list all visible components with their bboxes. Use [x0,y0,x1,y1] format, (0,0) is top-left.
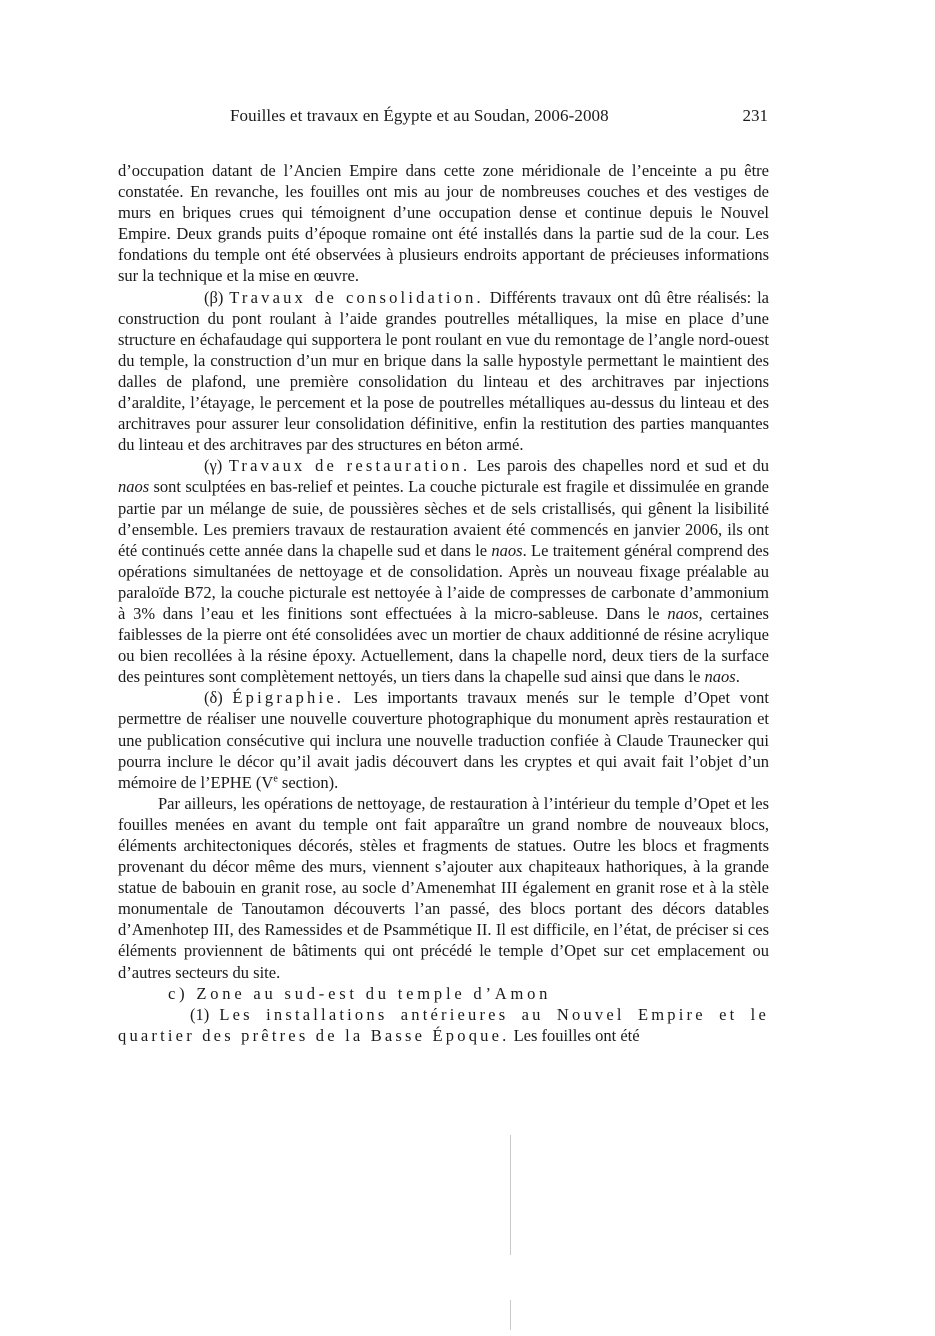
naos-term: naos [704,667,736,687]
naos-term: naos [667,603,699,623]
epigraphie-end: section). [277,772,339,792]
epigraphie-text: Les importants travaux menés sur le temple d’Opet vont permettre de réaliser une nouvelle couverture photographique du monument après restauration et une publication consécutive qui inclura une nouvelle traduction confiée à Claude Traunecker qui pourra inclure le décor qu’il avait jadis découvert dans les cryptes et qui avait fait l’objet d’un mémoire de l’EPHE (V [118,688,770,792]
restauration-text-5: . [735,667,740,687]
naos-term: naos [118,477,150,497]
paragraph-consolidation [118,287,769,456]
restauration-heading: Travaux de restauration. [228,456,471,476]
scan-artifact-line [510,1300,511,1330]
installations-heading: Les installations antérieures au Nouvel Empire et le quartier des prêtres de la Basse Époque. [118,1004,769,1045]
paragraph-installations [118,1004,769,1046]
naos-term: naos [491,540,523,560]
section-heading-c: c) Zone au sud-est du temple d’Amon [168,983,552,1003]
sub1-label: (1) [190,1004,210,1024]
installations-text: Les fouilles ont été [509,1025,640,1045]
paragraph-intro: d’occupation datant de l’Ancien Empire dans cette zone méridionale de l’enceinte a pu être constatée. En revanche, les fouilles ont mis au jour de nombreuses couches et des vestiges de murs en briques crues qui témoignent d’une occupation dense et continue depuis le Nouvel Empire. Deux grands puits d’époque romaine ont été installés dans la partie sud de la cour. Les fondations du temple ont été observées à plusieurs endroits apportant de précieuses informations sur la technique et la mise en œuvre. [118,161,769,286]
restauration-text-1: Les parois des chapelles nord et sud et du [470,456,769,476]
restauration-text-2: sont sculptées en bas-relief et peintes. La couche picturale est fragile et dissimulée en grande partie par un mélange de suie, de poussières sèches et de sels cristallisés, qui gênent la lisibilité d’ensemble. Les premiers travaux de restauration avaient été commencés en janvier 2006, ils ont été continués cette année dans la chapelle sud et dans le [118,477,769,560]
restauration-text-4: , certaines faiblesses de la pierre ont été consolidées avec un mortier de chaux additionné de résine acrylique ou bien recollées à la résine époxy. Actuellement, dans la chapelle nord, deux tiers de la surface des peintures sont complètement nettoyés, un tiers dans la chapelle sud ainsi que dans le [118,603,769,687]
paragraph-restauration [118,455,769,687]
epigraphie-heading: Épigraphie. [232,688,345,708]
consolidation-heading: Travaux de consolidation. [229,287,484,307]
gamma-label: (γ) [204,456,223,476]
scan-artifact-line [510,1135,511,1255]
page-number: 231 [742,106,768,125]
delta-label: (δ) [204,688,223,708]
section-superscript: e [273,773,278,785]
running-title: Fouilles et travaux en Égypte et au Soudan, 2006-2008 [230,106,609,125]
paragraph-blocs: Par ailleurs, les opérations de nettoyage, de restauration à l’intérieur du temple d’Opet et les fouilles menées en avant du temple ont fait apparaître un grand nombre de nouveaux blocs, éléments architectoniques décorés, stèles et fragments de statues. Outre les blocs et fragments provenant du décor même des murs, viennent s’ajouter aux chapiteaux hathoriques, à la grande statue de babouin en granit rose, au socle d’Amenemhat III également en granit rose et à la stèle monumentale de Tanoutamon découverts l’an passé, des blocs portant des décors datables d’Amenhotep III, des Ramessides et de Psammétique II. Il est difficile, en l’état, de préciser si ces éléments proviennent de bâtiments qui ont précédé le temple d’Opet sur cet emplacement ou d’autres secteurs du site. [118,793,769,982]
beta-label: (β) [204,287,224,307]
restauration-text-3: . Le traitement général comprend des opérations simultanées de nettoyage et de consolidation. Après un nouveau fixage préalable au paraloïde B72, la couche picturale est nettoyée à l’aide de compresses de carbonate d’ammonium à 3% dans l’eau et les finitions sont effectuées à la micro-sableuse. Dans le [118,540,769,623]
body-text [118,160,769,1046]
consolidation-text: Différents travaux ont dû être réalisés: la construction du pont roulant à l’aide grandes poutrelles métalliques, la mise en place d’une structure en échafaudage qui supportera le pont roulant en vue du remontage de l’angle nord-ouest du temple, la construction d’un mur en brique dans la salle hypostyle permettant le maintient des dalles de plafond, une première consolidation du linteau et des architraves par injections d’araldite, l’étayage, le percement et la pose de poutrelles métalliques au-dessus du linteau et des architraves pour assurer leur consolidation définitive, enfin la restitution des parties manquantes du linteau et des architraves par des structures en béton armé. [118,287,770,455]
paragraph-epigraphie [118,687,769,792]
